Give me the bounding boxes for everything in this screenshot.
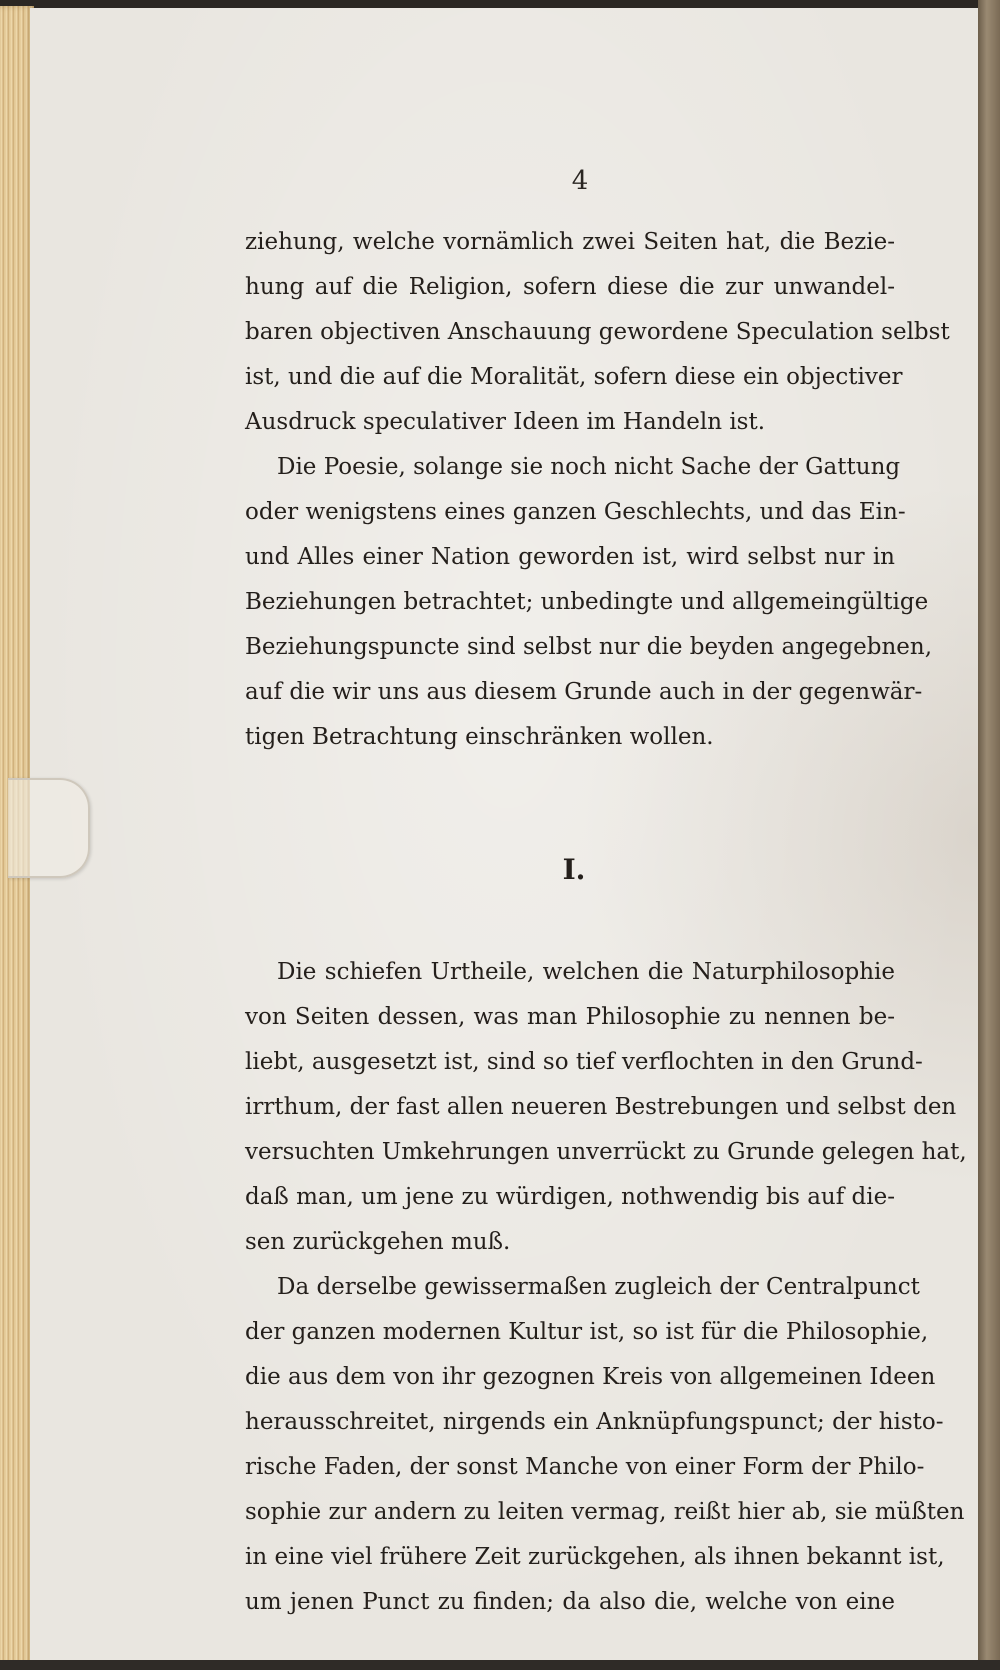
- text-line: herausschreitet, nirgends ein Anknüpfungspunct; der histo-: [245, 1409, 944, 1435]
- book-bottom-edge: [0, 1660, 1000, 1670]
- text-line: liebt, ausgesetzt ist, sind so tief verflochten in den Grund-: [245, 1049, 923, 1075]
- text-line: und Alles einer Nation geworden ist, wird selbst nur in: [245, 544, 895, 570]
- text-line: ist, und die auf die Moralität, sofern diese ein objectiver: [245, 364, 903, 390]
- text-line: oder wenigstens eines ganzen Geschlechts, und das Ein-: [245, 499, 906, 525]
- text-line: von Seiten dessen, was man Philosophie zu nennen be-: [245, 1004, 895, 1030]
- text-line: rische Faden, der sonst Manche von einer Form der Philo-: [245, 1454, 925, 1480]
- text-line: Da derselbe gewissermaßen zugleich der Centralpunct: [277, 1274, 920, 1300]
- paragraph-2: [245, 445, 933, 760]
- text-line: Die Poesie, solange sie noch nicht Sache der Gattung: [277, 454, 901, 480]
- text-line: um jenen Punct zu finden; da also die, welche von eine: [245, 1589, 895, 1615]
- text-line: der ganzen modernen Kultur ist, so ist für die Philosophie,: [245, 1319, 929, 1345]
- section-heading: I.: [562, 853, 586, 886]
- text-line: auf die wir uns aus diesem Grunde auch in der gegenwär-: [245, 679, 923, 705]
- section-spacer: [245, 910, 895, 950]
- page-clip: [8, 778, 90, 878]
- text-line: ziehung, welche vornämlich zwei Seiten hat, die Bezie-: [245, 229, 895, 255]
- text-line: Beziehungspuncte sind selbst nur die beyden angegebnen,: [245, 634, 933, 660]
- text-line: sen zurückgehen muß.: [245, 1229, 511, 1255]
- paragraph-4: [245, 1265, 965, 1625]
- text-line: hung auf die Religion, sofern diese die zur unwandel-: [245, 274, 895, 300]
- text-line: die aus dem von ihr gezognen Kreis von allgemeinen Ideen: [245, 1364, 936, 1390]
- section-spacer: [245, 760, 895, 830]
- page-number: 4: [571, 166, 589, 196]
- text-line: irrthum, der fast allen neueren Bestrebungen und selbst den: [245, 1094, 957, 1120]
- text-line: daß man, um jene zu würdigen, nothwendig bis auf die-: [245, 1184, 896, 1210]
- text-line: baren objectiven Anschauung gewordene Speculation selbst: [245, 319, 950, 345]
- book-binding: [978, 0, 1000, 1670]
- paragraph-3: [245, 950, 967, 1265]
- text-line: Beziehungen betrachtet; unbedingte und allgemeingültige: [245, 589, 929, 615]
- text-line: in eine viel frühere Zeit zurückgehen, als ihnen bekannt ist,: [245, 1544, 945, 1570]
- text-line: Ausdruck speculativer Ideen im Handeln ist.: [245, 409, 766, 435]
- page-text: [245, 220, 967, 1625]
- text-line: versuchten Umkehrungen unverrückt zu Grunde gelegen hat,: [245, 1139, 967, 1165]
- text-line: Die schiefen Urtheile, welchen die Naturphilosophie: [277, 959, 895, 985]
- paragraph-1: [245, 220, 950, 445]
- text-line: sophie zur andern zu leiten vermag, reißt hier ab, sie müßten: [245, 1499, 965, 1525]
- text-line: tigen Betrachtung einschränken wollen.: [245, 724, 714, 750]
